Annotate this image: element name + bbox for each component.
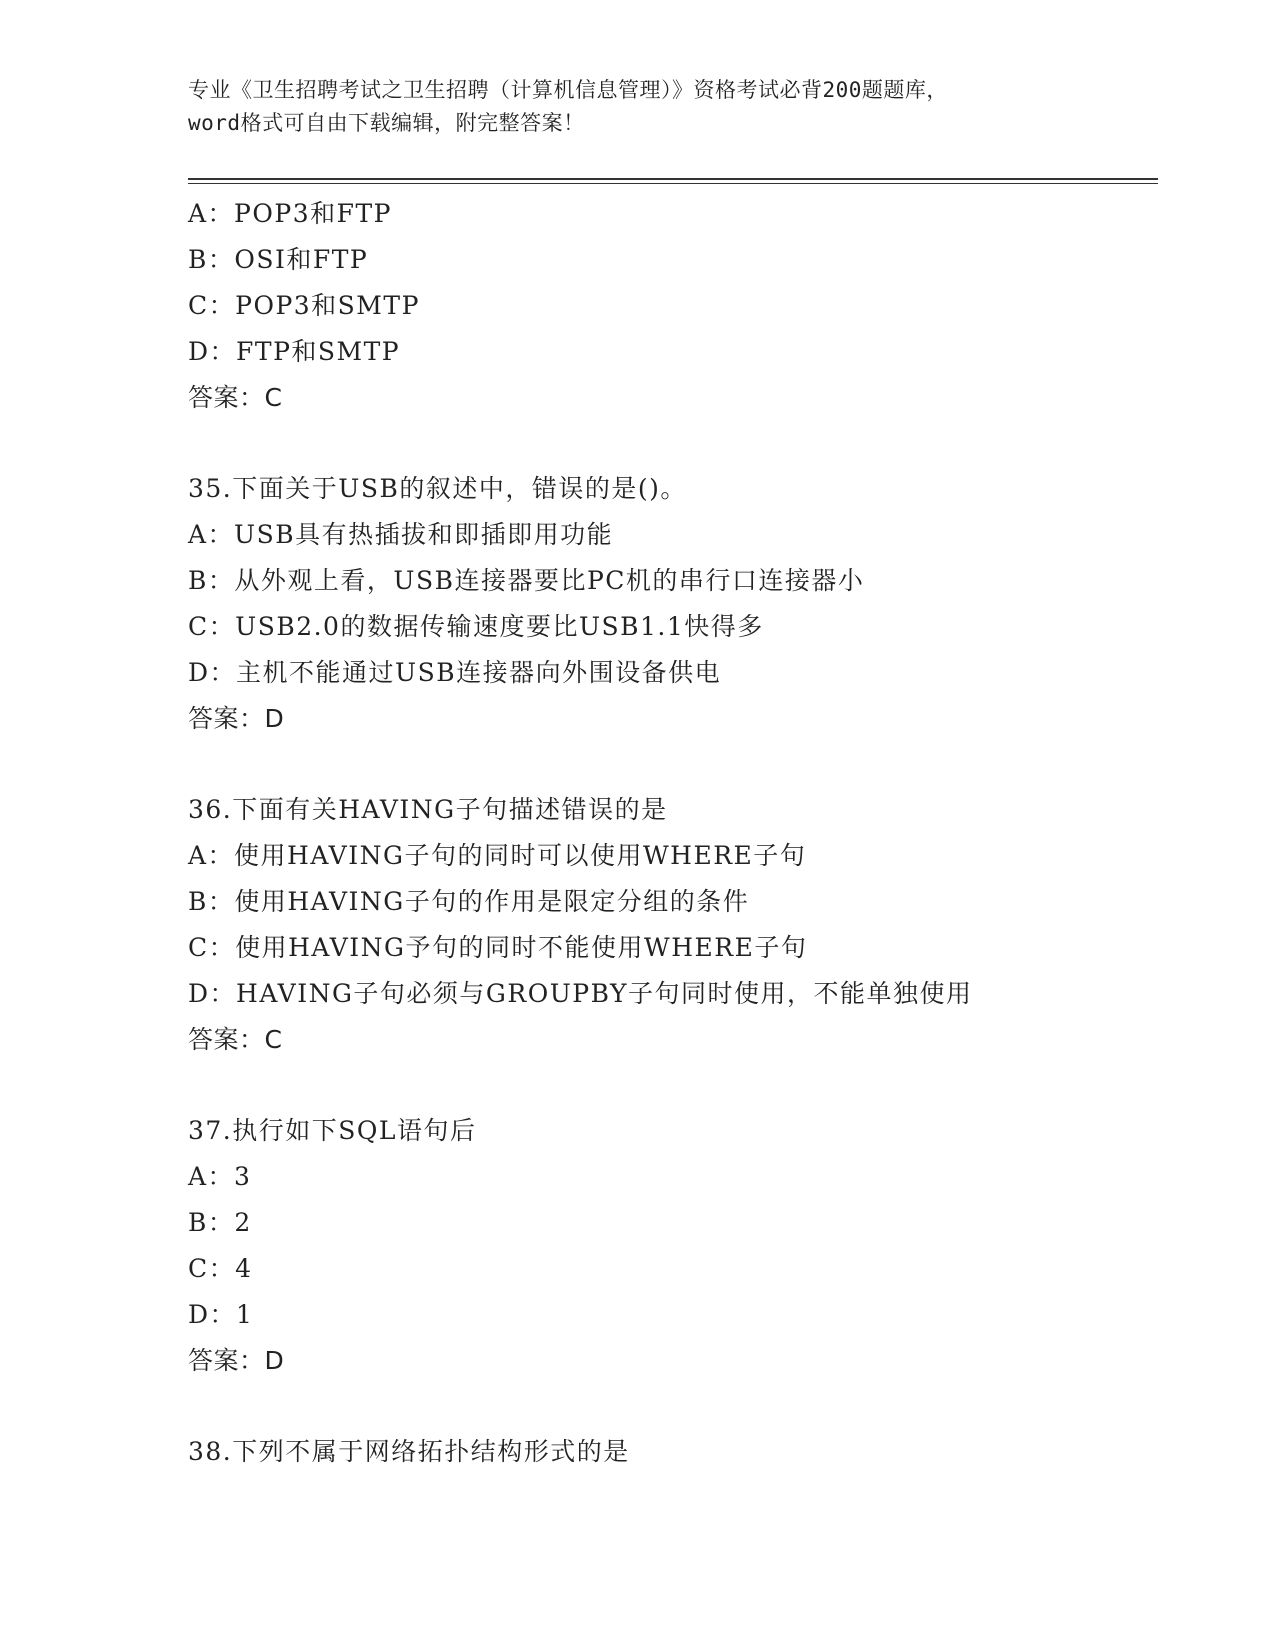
answer-line: 答案：D xyxy=(188,1346,285,1375)
option-b: B：2 xyxy=(188,1208,252,1237)
document-header xyxy=(188,74,1088,140)
option-a: A：USB具有热插拔和即插即用功能 xyxy=(188,520,614,549)
answer-line: 答案：D xyxy=(188,704,285,733)
question-stem: 36.下面有关HAVING子句描述错误的是 xyxy=(188,795,668,824)
option-b: B：OSI和FTP xyxy=(188,245,369,274)
option-c: C：POP3和SMTP xyxy=(188,291,420,320)
option-d: D：主机不能通过USB连接器向外围设备供电 xyxy=(188,658,722,687)
option-d: D：FTP和SMTP xyxy=(188,337,401,366)
question-34-continued xyxy=(188,191,1148,421)
spacer xyxy=(188,421,1148,466)
question-stem: 38.下列不属于网络拓扑结构形式的是 xyxy=(188,1437,630,1466)
header-divider-thin xyxy=(188,183,1158,184)
question-37 xyxy=(188,1108,1148,1384)
option-c: C：4 xyxy=(188,1254,253,1283)
question-stem: 35.下面关于USB的叙述中，错误的是()。 xyxy=(188,474,687,503)
option-a: A：使用HAVING子句的同时可以使用WHERE子句 xyxy=(188,841,807,870)
answer-line: 答案：C xyxy=(188,1025,283,1054)
header-divider-thick xyxy=(188,178,1158,180)
header-line-1: 专业《卫生招聘考试之卫生招聘（计算机信息管理）》资格考试必背200题题库， xyxy=(188,78,948,102)
option-c: C：使用HAVING予句的同时不能使用WHERE子句 xyxy=(188,933,808,962)
question-36 xyxy=(188,787,1148,1063)
question-35 xyxy=(188,466,1148,742)
question-list xyxy=(188,191,1148,1475)
option-d: D：HAVING子句必须与GROUPBY子句同时使用，不能单独使用 xyxy=(188,979,973,1008)
spacer xyxy=(188,1063,1148,1108)
header-line-2: word格式可自由下载编辑，附完整答案！ xyxy=(188,111,585,135)
option-a: A：POP3和FTP xyxy=(188,199,392,228)
option-c: C：USB2.0的数据传输速度要比USB1.1快得多 xyxy=(188,612,764,641)
spacer xyxy=(188,742,1148,787)
spacer xyxy=(188,1384,1148,1429)
option-a: A：3 xyxy=(188,1162,252,1191)
question-38 xyxy=(188,1429,1148,1475)
option-d: D：1 xyxy=(188,1300,254,1329)
option-b: B：从外观上看，USB连接器要比PC机的串行口连接器小 xyxy=(188,566,865,595)
answer-line: 答案：C xyxy=(188,383,283,412)
option-b: B：使用HAVING子句的作用是限定分组的条件 xyxy=(188,887,750,916)
question-stem: 37.执行如下SQL语句后 xyxy=(188,1116,477,1145)
